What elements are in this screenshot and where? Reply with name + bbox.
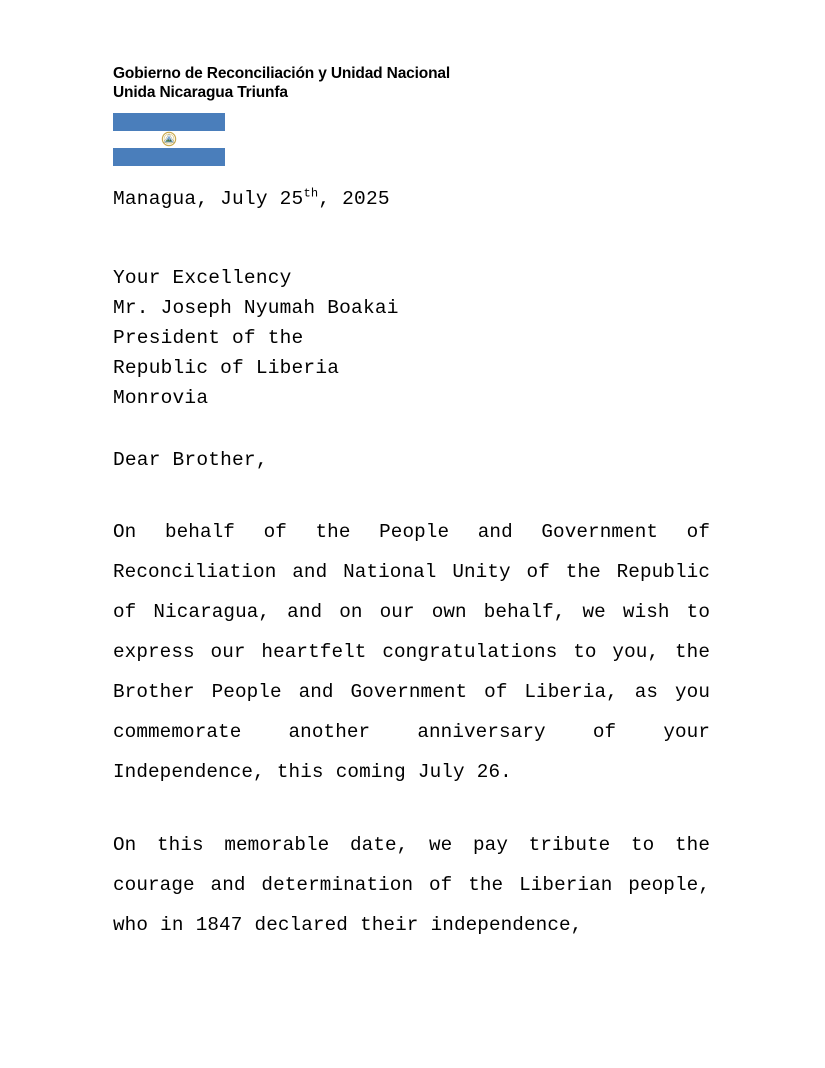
paragraph-2: On this memorable date, we pay tribute to the courage and determination of the Liberian people, who in 1847 declared their independence, bbox=[113, 834, 710, 936]
salutation: Dear Brother, bbox=[113, 449, 268, 471]
addressee-line-city: Monrovia bbox=[113, 387, 209, 409]
paragraph-1: On behalf of the People and Government of Reconciliation and National Unity of the Republic of Nicaragua, and on our own behalf, we wish to express our heartfelt congratulations to you, the Brother People and Government of Liberia, as you commemorate another anniversary of your Independence, this coming July 26. bbox=[113, 521, 710, 783]
date-city-and-day: Managua, July 25 bbox=[113, 188, 304, 210]
addressee-line-salutation-title: Your Excellency bbox=[113, 267, 292, 289]
date-year: , 2025 bbox=[318, 188, 390, 210]
letterhead-line-1: Gobierno de Reconciliación y Unidad Nacional bbox=[113, 65, 451, 82]
letter-body bbox=[113, 185, 710, 945]
flag-band-bottom bbox=[113, 148, 225, 166]
flag-band-middle bbox=[113, 131, 225, 149]
addressee-block bbox=[113, 263, 710, 413]
addressee-line-country: Republic of Liberia bbox=[113, 357, 340, 379]
addressee-line-name: Mr. Joseph Nyumah Boakai bbox=[113, 297, 399, 319]
addressee-line-office: President of the bbox=[113, 327, 304, 349]
letterhead bbox=[113, 64, 713, 102]
flag-band-top bbox=[113, 113, 225, 131]
nicaragua-coat-of-arms-icon bbox=[160, 130, 179, 149]
date-ordinal-suffix: th bbox=[303, 186, 319, 201]
date-line bbox=[113, 185, 710, 213]
letterhead-line-2: Unida Nicaragua Triunfa bbox=[113, 84, 288, 101]
nicaragua-flag-icon bbox=[113, 113, 225, 166]
